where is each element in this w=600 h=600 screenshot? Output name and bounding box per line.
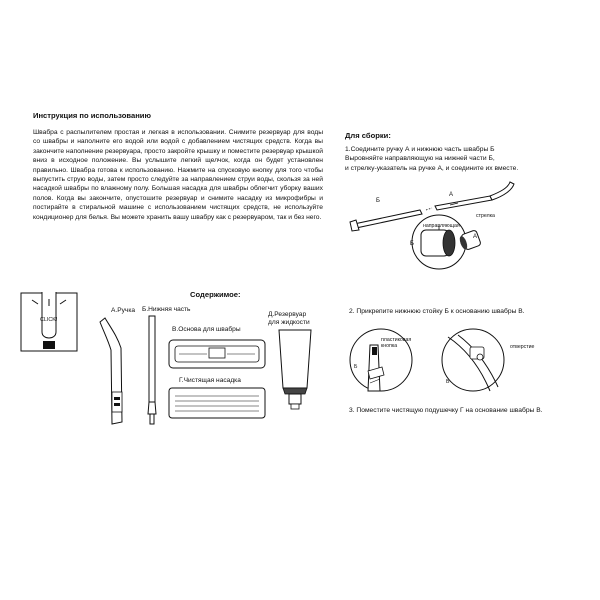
instructions-title: Инструкция по использованию xyxy=(33,111,151,120)
handle-label: А.Ручка xyxy=(111,307,136,314)
tank-label-line2: для жидкости xyxy=(268,319,310,326)
step2-text: 2. Прикрепите нижнюю стойку Б к основанию швабры В. xyxy=(349,308,525,315)
lower-part-illustration xyxy=(142,314,162,430)
assembly-title: Для сборки: xyxy=(345,131,391,140)
instructions-body: Швабра с распылителем простая и легкая в использовании. Снимите резервуар для воды со швабры и наполните его водой или водой с добавлением чистящих средств. Когда вы закончите наполнение резервуара, просто закройте крышку и поместите резервуар крышкой вниз в исходное положение. Вы услышите легкий щелчок, когда он будет установлен правильно. Швабра готова к использованию. Нажмите на спусковую кнопку для того чтобы выпустить струю воды, затем просто следуйте за направлением струи воды, скользя за ней насадкой швабры по влажному полу. Большая насадка для швабры облегчит уборку ваших полов. Когда вы закончите, опустошите резервуар и снимите насадку из микрофибры и постирайте в стиральной машине с использованием чистящих средств, не используйте кондиционер для белья. Вы можете хранить вашу швабру как с резервуаром, так и без него. xyxy=(33,129,323,221)
cleaning-pad-illustration xyxy=(167,386,267,422)
connector-detail-illustration xyxy=(405,212,495,272)
connector-label-guide: направляющая xyxy=(423,223,460,229)
step2-detail-right-illustration xyxy=(440,327,506,393)
plastic-button-label-line2: кнопка xyxy=(381,343,398,349)
contents-title: Содержимое: xyxy=(190,290,241,299)
assembly-step1-line3: и стрелку-указатель на ручке А, и соедините их вместе. xyxy=(345,164,519,172)
step2-left-label-b: Б xyxy=(354,364,358,370)
pole-label-a: А xyxy=(449,192,454,198)
plastic-button-label-line1: пластиковая xyxy=(381,337,412,343)
base-label: В.Основа для швабры xyxy=(172,326,241,333)
pad-label: Г.Чистящая насадка xyxy=(179,377,241,384)
connector-label-b: Б xyxy=(410,241,414,247)
plastic-button-label xyxy=(381,337,411,349)
mop-base-illustration xyxy=(167,336,267,372)
assembly-step1-line2: Выровняйте направляющую на нижней части Б, xyxy=(345,155,495,163)
step3-text: 3. Поместите чистящую подушечку Г на основание швабры В. xyxy=(349,407,543,414)
lower-part-label: Б.Нижняя часть xyxy=(142,306,191,313)
handle-illustration xyxy=(97,314,137,434)
tank-label-line1: Д.Резервуар xyxy=(268,311,307,318)
connector-label-a: А xyxy=(473,234,478,240)
connector-label-arrow: стрелка xyxy=(476,213,495,219)
pole-label-b: Б xyxy=(376,198,380,204)
tank-label xyxy=(268,311,310,327)
assembly-step1 xyxy=(345,145,585,173)
assembly-step1-line1: 1.Соедините ручку А и нижнюю часть швабры Б xyxy=(345,146,495,153)
click-detail-illustration xyxy=(20,292,80,354)
tank-illustration xyxy=(277,328,313,412)
click-label: CLICK! xyxy=(40,317,58,323)
step2-right-label-v: В xyxy=(446,379,450,385)
hole-label: отверстие xyxy=(510,344,535,350)
